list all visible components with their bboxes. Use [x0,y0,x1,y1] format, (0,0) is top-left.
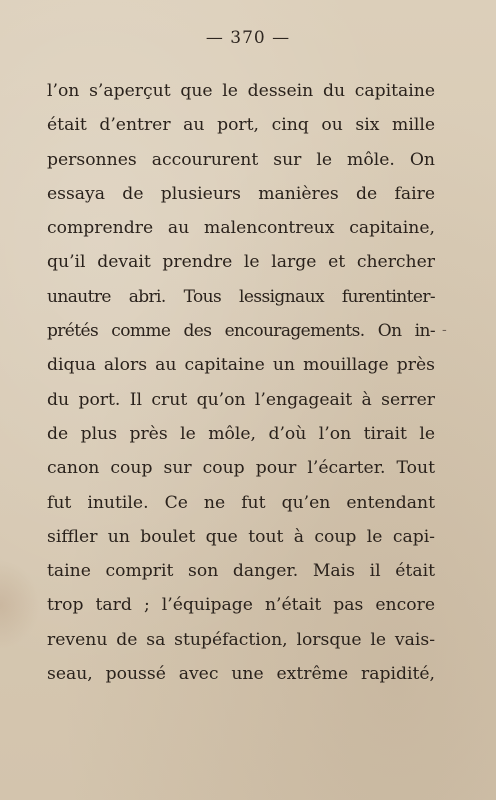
text-line: seau, poussé avec une extrême rapidité, [47,664,435,685]
paper-stain [0,560,40,650]
text-line: était d’entrer au port, cinq ou six mille [47,115,435,136]
text-line: qu’il devait prendre le large et chercher [47,252,435,273]
body-text [47,74,435,691]
text-line: diqua alors au capitaine un mouillage près [47,355,435,376]
text-line: unautre abri. Tous lessignaux furentinter- [47,286,435,307]
text-line: de plus près le môle, d’où l’on tirait le [47,423,435,444]
text-line: revenu de sa stupéfaction, lorsque le vais- [47,629,435,650]
text-line: siffler un boulet que tout à coup le capi- [47,526,435,547]
text-line: essaya de plusieurs manières de faire [47,183,435,204]
text-line: taine comprit son danger. Mais il était [47,561,435,582]
margin-mark: - [442,322,447,338]
text-line: canon coup sur coup pour l’écarter. Tout [47,458,435,479]
text-line: du port. Il crut qu’on l’engageait à serrer [47,389,435,410]
page-number: — 370 — [205,28,291,48]
text-line: comprendre au malencontreux capitaine, [47,218,435,239]
text-line: trop tard ; l’équipage n’était pas encore [47,595,435,616]
text-line: personnes accoururent sur le môle. On [47,149,435,170]
text-line: l’on s’aperçut que le dessein du capitaine [47,81,435,101]
text-line: prétés comme des encouragements. On in- [47,321,435,342]
text-line: fut inutile. Ce ne fut qu’en entendant [47,492,435,513]
